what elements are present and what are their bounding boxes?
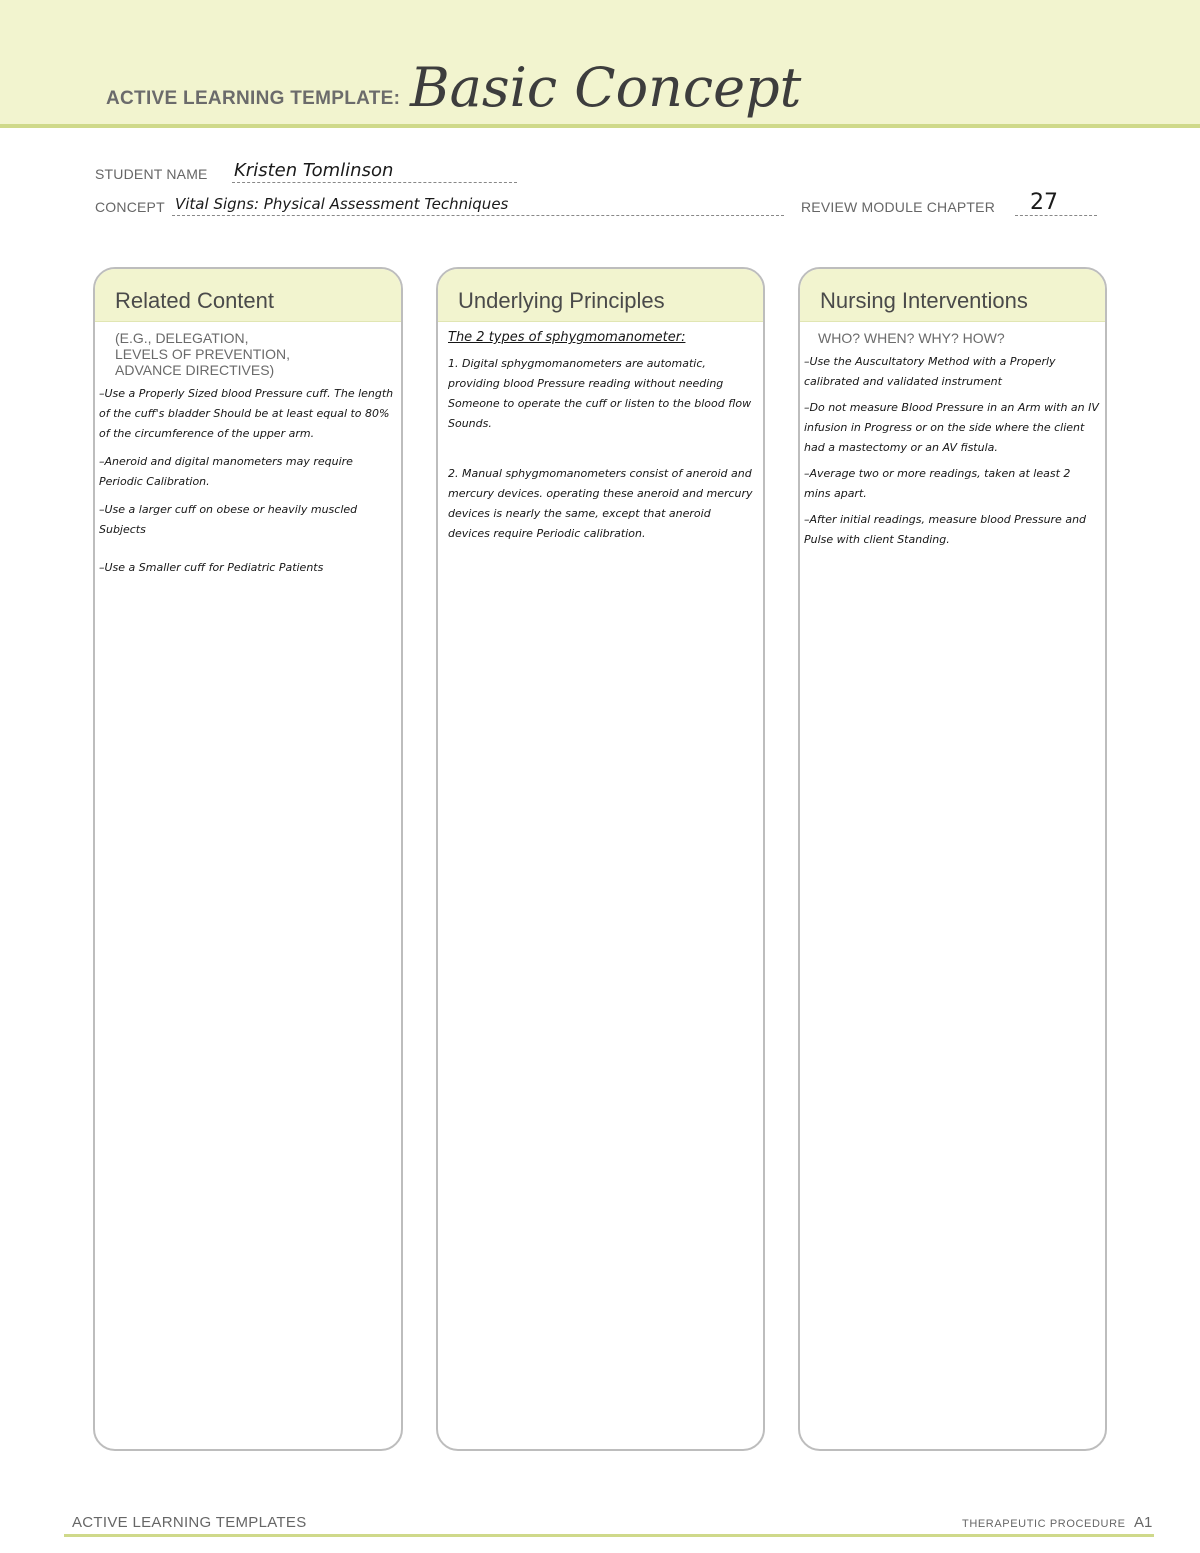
footer-code: A1 [1134,1514,1153,1531]
interventions-note-4: –After initial readings, measure blood Pressure and Pulse with client Standing. [804,513,1087,546]
interventions-note-3: –Average two or more readings, taken at least 2 mins apart. [804,467,1071,500]
chapter-label: REVIEW MODULE CHAPTER [801,199,995,215]
student-name-line [232,182,517,183]
chapter-line [1015,215,1097,216]
principles-note-1: 1. Digital sphygmomanometers are automatic, providing blood Pressure reading without needing Someone to operate the cuff or listen to the blood flow Sounds. [448,357,752,430]
interventions-notes[interactable] [800,346,1105,550]
interventions-subtitle: WHO? WHEN? WHY? HOW? [818,330,1005,346]
concept-value[interactable]: Vital Signs: Physical Assessment Techniques [175,195,509,213]
underlying-principles-title: Underlying Principles [438,269,763,322]
principles-heading: The 2 types of sphygmomanometer: [448,330,686,345]
related-note-1: –Use a Properly Sized blood Pressure cuff. The length of the cuff's bladder Should be at least equal to 80% of the circumference of the upper arm. [99,387,394,440]
related-note-2: –Aneroid and digital manometers may require Periodic Calibration. [99,455,353,488]
template-label: ACTIVE LEARNING TEMPLATE: [106,88,401,109]
related-subtitle-3: ADVANCE DIRECTIVES) [115,362,275,378]
interventions-note-2: –Do not measure Blood Pressure in an Arm with an IV infusion in Progress or on the side where the client had a mastectomy or an AV fistula. [804,401,1099,454]
footer-rule [64,1534,1154,1537]
chapter-value[interactable]: 27 [1030,190,1058,215]
related-note-4: –Use a Smaller cuff for Pediatric Patients [99,561,324,574]
underlying-principles-panel [436,267,765,1451]
nursing-interventions-panel [798,267,1107,1451]
interventions-note-1: –Use the Auscultatory Method with a Properly calibrated and validated instrument [804,355,1056,388]
related-subtitle-1: (E.G., DELEGATION, [115,330,249,346]
related-notes[interactable] [95,378,401,578]
related-content-panel [93,267,403,1451]
footer-right-label: THERAPEUTIC PROCEDURE [962,1518,1126,1530]
concept-line [172,215,784,216]
template-title: Basic Concept [410,56,802,119]
footer-left-label: ACTIVE LEARNING TEMPLATES [72,1514,307,1531]
student-name-label: STUDENT NAME [95,166,208,182]
nursing-interventions-title: Nursing Interventions [800,269,1105,322]
concept-label: CONCEPT [95,199,165,215]
related-note-3: –Use a larger cuff on obese or heavily muscled Subjects [99,503,358,536]
student-name-value[interactable]: Kristen Tomlinson [234,160,394,181]
related-subtitle-2: LEVELS OF PREVENTION, [115,346,291,362]
principles-notes[interactable] [438,322,763,544]
related-content-title: Related Content [95,269,401,322]
principles-note-2: 2. Manual sphygmomanometers consist of aneroid and mercury devices. operating these aneroid and mercury devices is nearly the same, except that aneroid devices require Periodic calibration. [448,467,753,540]
